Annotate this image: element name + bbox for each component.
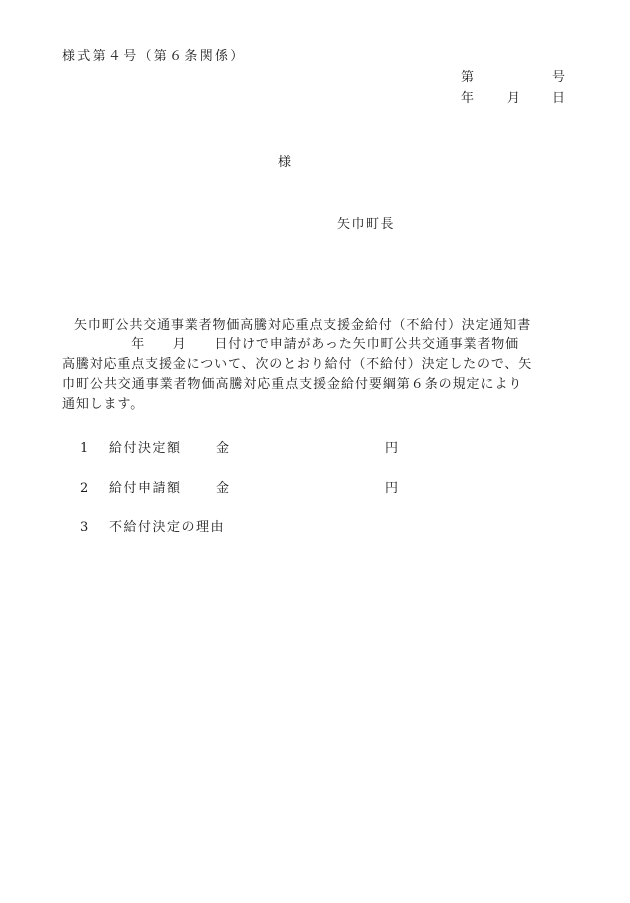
item-number: 3	[80, 520, 91, 535]
issuer: 矢巾町長	[337, 217, 396, 232]
item-label: 給付申請額	[109, 481, 182, 496]
number-suffix: 号	[552, 70, 568, 85]
date-year: 年	[461, 91, 477, 106]
form-label: 様式第４号（第６条関係）	[62, 49, 246, 64]
item-number: 1	[80, 441, 91, 456]
date-day: 日	[552, 91, 568, 106]
amount-unit: 円	[385, 441, 401, 456]
item-label: 不給付決定の理由	[109, 520, 226, 535]
body-line: 年 月 日付けで申請があった矢巾町公共交通事業者物価	[62, 337, 519, 352]
amount-prefix: 金	[216, 481, 232, 496]
addressee-suffix: 様	[278, 155, 294, 170]
amount-prefix: 金	[216, 441, 232, 456]
amount-unit: 円	[385, 481, 401, 496]
body-line: 通知します。	[62, 397, 145, 412]
body-line: 巾町公共交通事業者物価高騰対応重点支援金給付要綱第６条の規定により	[62, 377, 523, 392]
item-label: 給付決定額	[109, 441, 182, 456]
item-number: 2	[80, 481, 91, 496]
document-title: 矢巾町公共交通事業者物価高騰対応重点支援金給付（不給付）決定通知書	[74, 318, 532, 333]
date-month: 月	[507, 91, 523, 106]
body-line: 高騰対応重点支援金について、次のとおり給付（不給付）決定したので、矢	[62, 357, 533, 372]
number-prefix: 第	[461, 70, 477, 85]
